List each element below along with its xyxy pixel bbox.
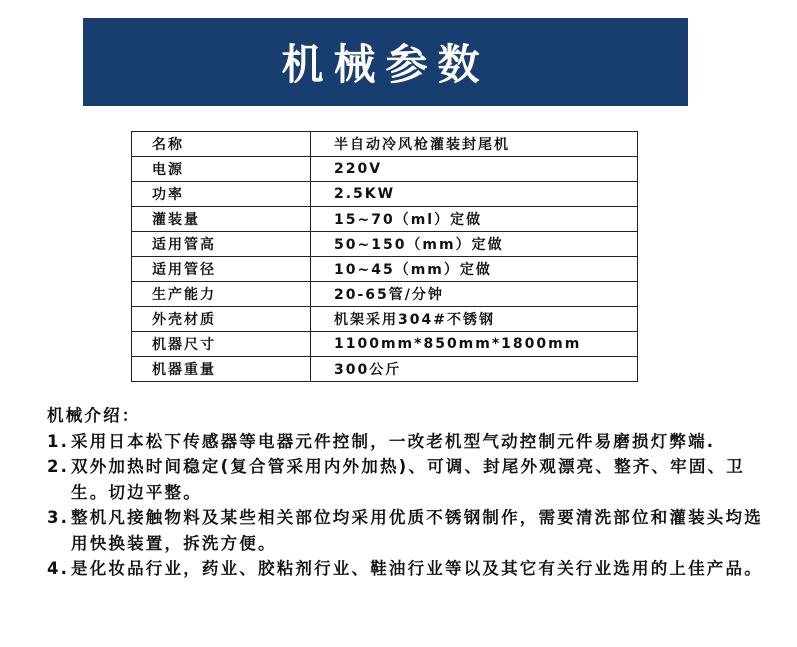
spec-value: 1100mm*850mm*1800mm [311,332,638,357]
spec-label: 机器尺寸 [132,332,311,357]
spec-value: 10~45（mm）定做 [311,257,638,282]
spec-table [131,131,638,382]
table-row [132,307,638,332]
list-item [47,505,777,556]
spec-value: 机架采用304#不锈钢 [311,307,638,332]
spec-label: 外壳材质 [132,307,311,332]
spec-label: 名称 [132,132,311,157]
intro-heading: 机械介绍： [47,406,141,425]
table-row [132,357,638,382]
spec-value: 2.5KW [311,182,638,207]
spec-value: 20-65管/分钟 [311,282,638,307]
table-row [132,332,638,357]
table-row [132,207,638,232]
list-item [47,556,777,582]
spec-label: 适用管径 [132,257,311,282]
spec-value: 220V [311,157,638,182]
spec-label: 电源 [132,157,311,182]
list-item-number: 2. [47,457,70,476]
list-item-number: 4. [47,559,70,578]
list-item-text: 整机凡接触物料及某些相关部位均采用优质不锈钢制作，需要清洗部位和灌装头均选用快换装置，拆洗方便。 [71,508,763,553]
table-row [132,232,638,257]
spec-value: 半自动冷风枪灌装封尾机 [311,132,638,157]
list-item-number: 1. [47,431,70,451]
page-title: 机械参数 [281,40,490,89]
list-item-number: 3. [47,508,70,527]
title-banner [83,18,688,106]
intro-list [47,429,777,582]
spec-label: 生产能力 [132,282,311,307]
spec-value: 15~70（ml）定做 [311,207,638,232]
list-item-text: 是化妆品行业，药业、胶粘剂行业、鞋油行业等以及其它有关行业选用的上佳产品。 [71,559,763,578]
list-item [47,454,777,505]
table-row [132,282,638,307]
list-item-text: 双外加热时间稳定(复合管采用内外加热)、可调、封尾外观漂亮、整齐、牢固、卫生。切边平整。 [71,457,745,502]
spec-value: 50~150（mm）定做 [311,232,638,257]
spec-label: 功率 [132,182,311,207]
table-row [132,132,638,157]
table-row [132,157,638,182]
list-item-text: 采用日本松下传感器等电器元件控制，一改老机型气动控制元件易磨损灯弊端. [71,431,716,451]
spec-label: 适用管高 [132,232,311,257]
intro-section [47,403,777,582]
spec-label: 灌装量 [132,207,311,232]
list-item [47,429,777,455]
table-row [132,257,638,282]
table-row [132,182,638,207]
spec-label: 机器重量 [132,357,311,382]
spec-value: 300公斤 [311,357,638,382]
